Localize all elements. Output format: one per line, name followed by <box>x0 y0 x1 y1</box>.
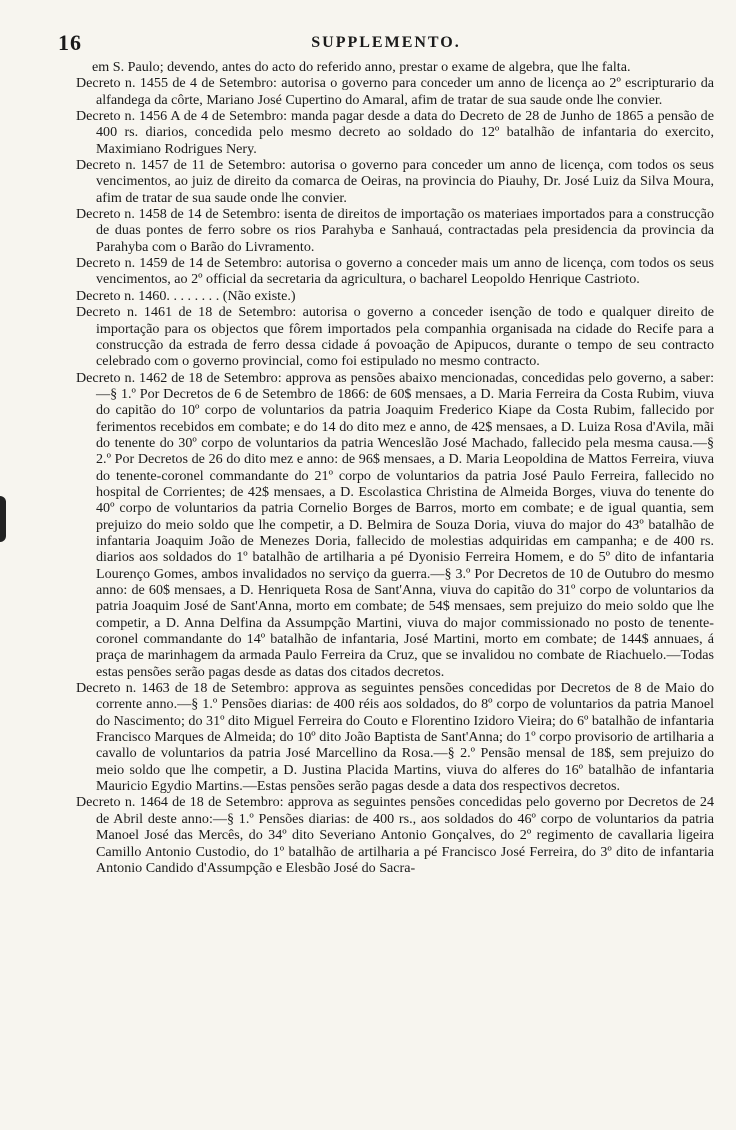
decree-1460: Decreto n. 1460. . . . . . . . (Não existe.) <box>76 287 296 304</box>
page-number: 16 <box>58 30 82 55</box>
decree-1457: Decreto n. 1457 de 11 de Setembro: autorisa o governo para conceder um anno de licença, com todos os seus vencimentos, ao juiz de direito da comarca de Oeiras, na provincia do Piauhy, Dr. José Luiz da Silva Moura, afim de tratar de sua saude onde lhe convier. <box>76 157 714 206</box>
decree-1459: Decreto n. 1459 de 14 de Setembro: autorisa o governo a conceder mais um anno de licença, com todos os seus vencimentos, ao 2º official da secretaria da agricultura, o bacharel Leopoldo Henrique Castrioto. <box>76 255 714 288</box>
continuation-paragraph: em S. Paulo; devendo, antes do acto do referido anno, prestar o exame de algebra, que lhe falta. <box>92 59 631 75</box>
decree-1461: Decreto n. 1461 de 18 de Setembro: autorisa o governo a conceder isenção de todo e qualquer direito de importação para os objectos que fôrem importados pela companhia organisada na cidade do Recife para a construcção da estrada de ferro dessa cidade á povoação de Apipucos, durante o tempo de seu contracto celebrado com o governo provincial, como foi estipulado no mesmo contracto. <box>76 304 714 370</box>
decree-1462: Decreto n. 1462 de 18 de Setembro: approva as pensões abaixo mencionadas, concedidas pelo governo, a saber:—§ 1.º Por Decretos de 6 de Setembro de 1866: de 60$ mensaes, a D. Maria Ferreira da Costa Rubim, viuva do capitão do 10º corpo de voluntarios da patria Joaquim Frederico Kiape da Costa Rubim, fallecido por ferimentos recebidos em combate; e do 14 do dito mez e anno, de 42$ mensaes, a D. Luiza Rosa d'Avila, mãi do tenente do 30º corpo de voluntarios da patria Wenceslão José Machado, fallecido pela mesma causa.—§ 2.º Por Decretos de 26 do dito mez e anno: de 96$ mensaes, a D. Maria Leopoldina de Mattos Ferreira, viuva do tenente-coronel commandante do 21º corpo de voluntarios da patria José Paulo Ferreira, fallecido no hospital de Corrientes; de 42$ mensaes, a D. Escolastica Christina de Almeida Borges, viuva do tenente do 40º corpo de voluntarios da patria Cornelio Borges de Barros, morto em combate; e de igual quantia, sem prejuizo do meio soldo que lhe competir, a D. Belmira de Souza Doria, viuva do major do 43º batalhão de infantaria Joaquim João de Menezes Doria, fallecido de molestias adquiridas em campanha; e de 400 rs. diarios aos soldados do 1º batalhão de artilharia a pé Dyonisio Ferreira Homem, e do 5º dito de infantaria Lourenço Gomes, ambos invalidados no serviço da guerra.—§ 3.º Por Decretos de 10 de Outubro do mesmo anno: de 60$ mensaes, a D. Henriqueta Rosa de Sant'Anna, viuva do capitão do 31º corpo de voluntarios da patria Joaquim José de Sant'Anna, morto em combate; de 54$ mensaes, sem prejuizo do meio soldo que lhe competir, a D. Anna Delfina da Assumpção Martini, viuva do major commissionado no posto de tenente-coronel commandante do 14º batalhão de infantaria, José Martini, morto em combate; de 144$ annuaes, á praça de marinhagem da armada Paulo Ferreira da Cruz, que se invalidou no combate de Riachuelo.—Todas estas pensões serão pagas desde as datas dos citados decretos. <box>76 369 714 680</box>
decree-1456a: Decreto n. 1456 A de 4 de Setembro: manda pagar desde a data do Decreto de 28 de Junho de 1865 a pensão de 400 rs. diarios, concedida pelo mesmo decreto ao soldado do 12º batalhão de infantaria do exercito, Maximiano Rodrigues Nery. <box>76 108 714 157</box>
decree-1455: Decreto n. 1455 de 4 de Setembro: autorisa o governo para conceder um anno de licença ao 2º escripturario da alfandega da côrte, Mariano José Cupertino do Amaral, afim de tratar de sua saude onde lhe convier. <box>76 75 714 108</box>
decree-1463: Decreto n. 1463 de 18 de Setembro: approva as seguintes pensões concedidas por Decretos de 8 de Maio do corrente anno.—§ 1.º Pensões diarias: de 400 réis aos soldados, do 8º corpo de voluntarios da patria Manoel do Nascimento; do 31º dito Miguel Ferreira do Couto e Florentino Izidoro Vieira; do 6º batalhão de infantaria Francisco Marques de Almeida; do 10º dito João Baptista de Sant'Anna; do 1º corpo provisorio de artilharia a cavallo de voluntarios da patria José Marcellino da Rosa.—§ 2.º Pensão mensal de 18$, sem prejuizo do meio soldo que lhe competir, a D. Justina Placida Martins, viuva do alferes do 16º batalhão de infantaria Mauricio Egydio Martins.—Estas pensões serão pagas desde a data dos respectivos decretos. <box>76 680 714 795</box>
body-text <box>76 59 714 876</box>
decree-1464: Decreto n. 1464 de 18 de Setembro: approva as seguintes pensões concedidas pelo governo por Decretos de 24 de Abril deste anno:—§ 1.º Pensões diarias: de 400 rs., aos soldados do 46º corpo de voluntarios da patria Manoel José das Mercês, do 34º dito Severiano Antonio Gonçalves, do 2º regimento de cavallaria ligeira Camillo Antonio Custodio, do 1º batalhão de artilharia a pé Francisco José Ferreira, do 3º dito de infantaria Antonio Candido d'Assumpção e Elesbão José do Sacra- <box>76 794 714 876</box>
page-header <box>58 30 714 54</box>
binding-hole-mark <box>0 496 6 542</box>
running-title: SUPPLEMENTO. <box>311 34 461 51</box>
decree-1458: Decreto n. 1458 de 14 de Setembro: isenta de direitos de importação os materiaes importados para a construcção de duas pontes de ferro sobre os rios Parahyba e Sanhauá, contractadas pela presidencia da provincia da Parahyba com o Barão do Livramento. <box>76 206 714 255</box>
